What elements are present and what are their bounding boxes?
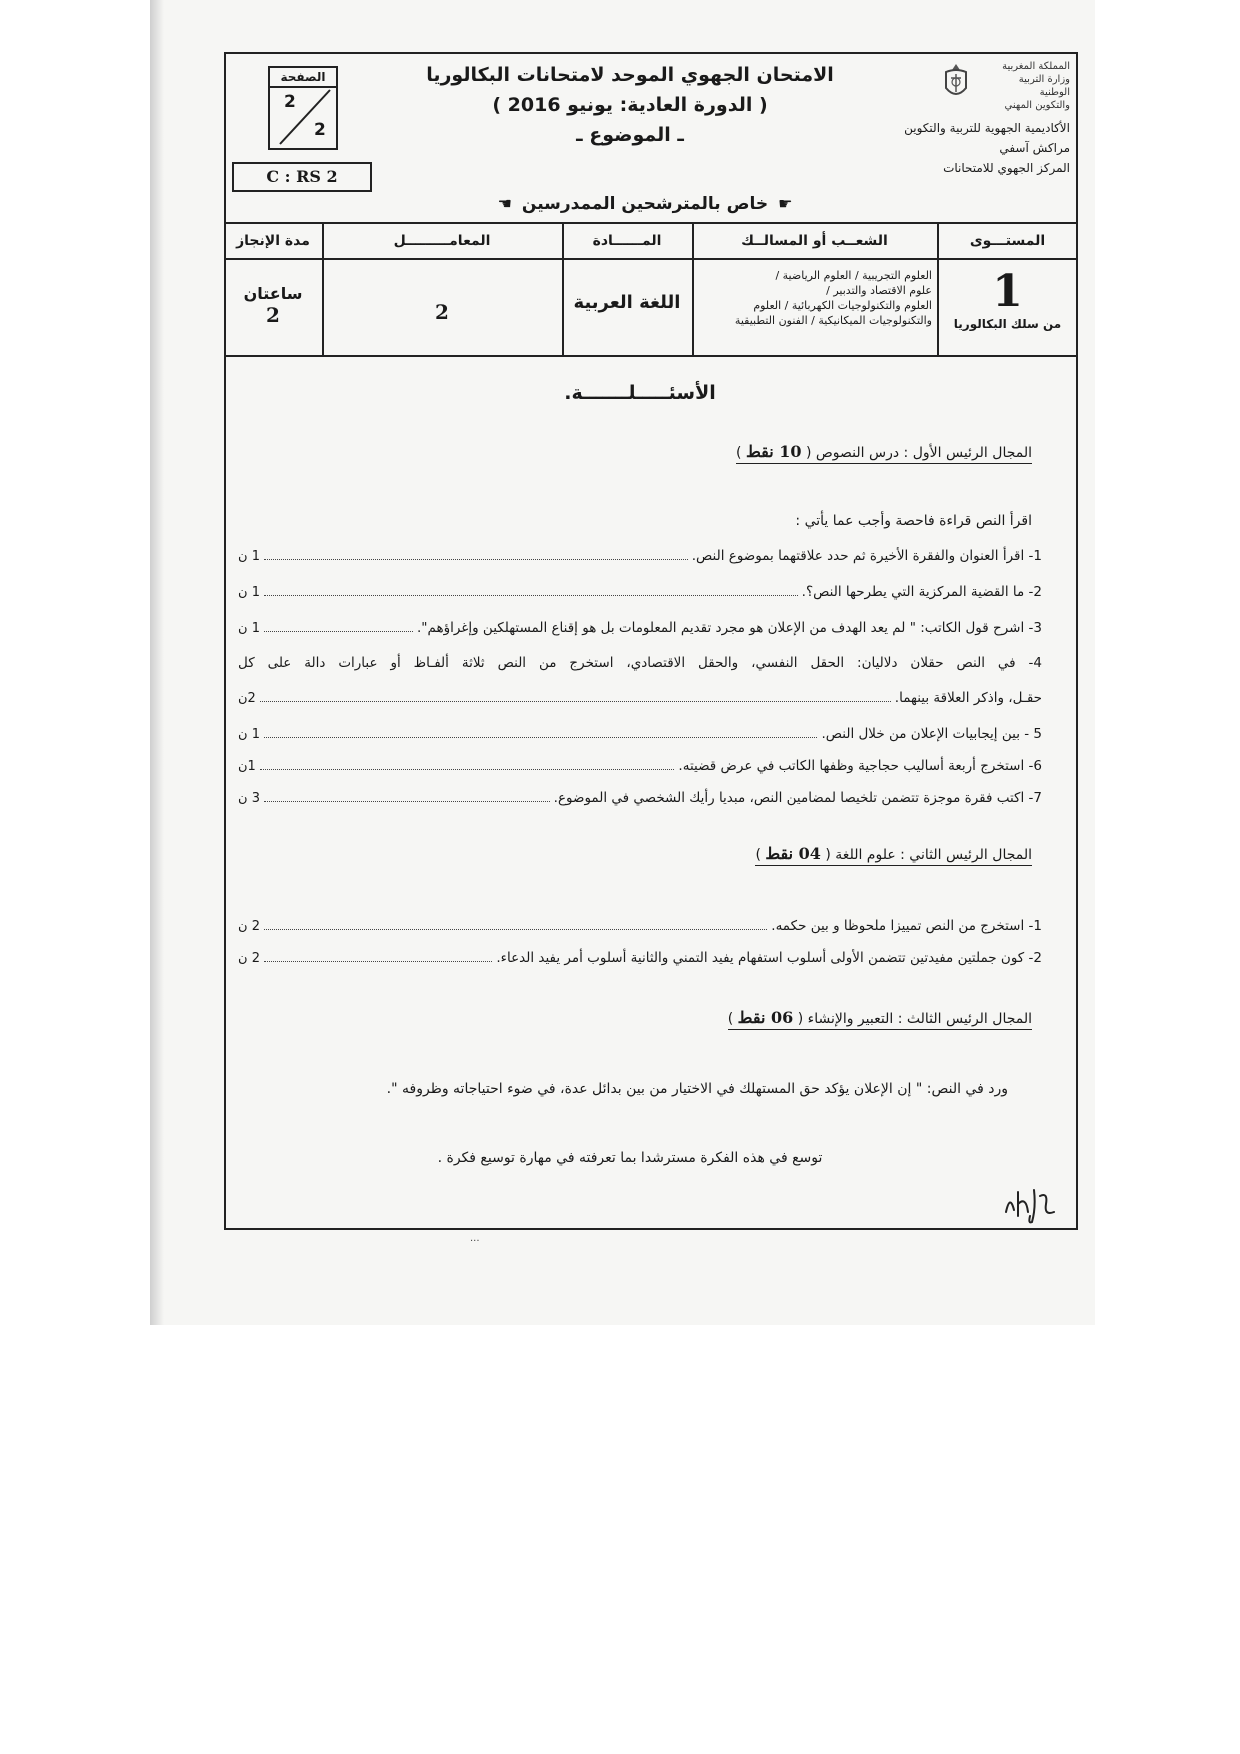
section-1-title: المجال الرئيس الأول : درس النصوص ( [805, 445, 1032, 461]
exam-frame [224, 52, 1078, 1230]
reading-instruction: اقرأ النص قراءة فاحصة وأجب عما يأتي : [795, 513, 1032, 529]
section-1-close: ) [736, 445, 742, 461]
question-item [238, 790, 1042, 806]
section-2-close: ) [755, 847, 761, 863]
level-number: 1 [992, 266, 1023, 317]
question-text: 7- اكتب فقرة موجزة تتضمن تلخيصا لمضامين النص، مبديا رأيك الشخصي في الموضوع. [553, 790, 1042, 806]
ministry-line-2: وزارة التربية الوطنية [1018, 74, 1070, 98]
scan-shadow [150, 0, 164, 1325]
page-label: الصفحة [270, 68, 336, 88]
dotted-leader [260, 701, 891, 702]
page-total: 2 [314, 120, 326, 140]
header-branches: الشعــب أو المسالــك [741, 233, 888, 249]
pointing-hand-icon: ☚ [497, 194, 512, 213]
scan-speck: ··· [470, 1236, 480, 1247]
question-points: 1 ن [238, 727, 260, 742]
exam-title [420, 60, 840, 150]
section-2-points: 04 نقط [765, 844, 821, 863]
section-3-close: ) [727, 1011, 734, 1027]
question-item [238, 918, 1042, 934]
level-text: من سلك البكالوريا [953, 317, 1062, 331]
question-text: 1- اقرأ العنوان والفقرة الأخيرة ثم حدد علاقتهما بموضوع النص. [691, 548, 1042, 564]
question-item [238, 690, 1042, 706]
question-item [238, 584, 1042, 600]
text-quote: ورد في النص: " إن الإعلان يؤكد حق المستهلك في الاختيار من بين بدائل عدة، في ضوء احتياجاته وظروفه ". [386, 1081, 1008, 1097]
question-text: 1- استخرج من النص تمييزا ملحوظا و بين حكمه. [771, 918, 1042, 934]
header-duration: مدة الإنجاز [236, 233, 310, 249]
branch-line: والتكنولوجيات الميكانيكية / الفنون التطبيقية [734, 314, 932, 327]
header-separator [224, 222, 1078, 224]
question-text: 2- كون جملتين مفيدتين تتضمن الأولى أسلوب استفهام يفيد التمني والثانية أسلوب أمر يفيد الدعاء. [496, 950, 1042, 966]
question-text: 5 - بين إيجابيات الإعلان من خلال النص. [821, 726, 1042, 742]
candidates-banner [480, 194, 810, 214]
question-points: 1 ن [238, 621, 260, 636]
question-text: 2- ما القضية المركزية التي يطرحها النص؟. [801, 584, 1042, 600]
dotted-leader [264, 929, 767, 930]
section-2-title: المجال الرئيس الثاني : علوم اللغة ( [825, 847, 1032, 863]
question-points: 2 ن [238, 919, 260, 934]
duration-label: ساعتان [243, 284, 303, 303]
header-coefficient: المعامـــــــــل [393, 233, 491, 249]
question-text: 4- في النص حقلان دلاليان: الحقل النفسي، والحقل الاقتصادي، استخرج من النص ثلاثة ألفـاظ أو عبارات دالة على كل [238, 655, 1042, 671]
section-3-heading [728, 1008, 1032, 1030]
question-points: 2 ن [238, 951, 260, 966]
dotted-leader [264, 595, 798, 596]
question-text: 6- استخرج أربعة أساليب حجاجية وظفها الكاتب في عرض قضيته. [678, 758, 1042, 774]
question-points: 1ن [238, 759, 256, 774]
writing-task: توسع في هذه الفكرة مسترشدا بما تعرفته في مهارة توسيع فكرة . [437, 1150, 823, 1166]
level-cell [937, 266, 1078, 331]
page-current: 2 [284, 92, 296, 112]
question-text: حقـل، واذكر العلاقة بينهما. [894, 690, 1042, 706]
question-item [238, 548, 1042, 564]
exam-center-name: المركز الجهوي للامتحانات [943, 161, 1070, 175]
question-points: 1 ن [238, 585, 260, 600]
signature-mark [1000, 1182, 1060, 1226]
question-item [238, 620, 1042, 636]
dotted-leader [264, 559, 688, 560]
title-line-3: ـ الموضوع ـ [576, 124, 684, 146]
page-number-box [268, 66, 338, 150]
question-text: 3- اشرح قول الكاتب: " لم يعد الهدف من الإعلان هو مجرد تقديم المعلومات بل هو إقناع المستهلكين وإغراؤهم". [416, 620, 1042, 636]
academy-name: الأكاديمية الجهوية للتربية والتكوين [904, 121, 1070, 135]
dotted-leader [264, 801, 550, 802]
dotted-leader [260, 769, 675, 770]
duration-cell [224, 284, 322, 327]
section-1-points: 10 نقط [745, 442, 802, 461]
dotted-leader [264, 631, 413, 632]
questions-title: الأسئـــــلـــــــة. [564, 382, 716, 404]
table-bottom-line [224, 355, 1078, 357]
dotted-leader [264, 961, 492, 962]
ministry-line-3: والتكوين المهني [1004, 100, 1070, 111]
subject-value: اللغة العربية [573, 292, 681, 313]
pointing-hand-icon: ☛ [778, 194, 793, 213]
branch-line: علوم الاقتصاد والتدبير / [826, 284, 932, 297]
dotted-leader [264, 737, 817, 738]
header-subject: المــــــادة [592, 233, 662, 249]
table-header-line [224, 258, 1078, 260]
question-points: 1 ن [238, 549, 260, 564]
question-item [238, 950, 1042, 966]
academy-block [860, 118, 1070, 178]
coefficient-value: 2 [435, 300, 449, 324]
question-item [238, 726, 1042, 742]
branch-line: العلوم والتكنولوجيات الكهربائية / العلوم [753, 299, 932, 312]
question-points: 2ن [238, 691, 256, 706]
question-item [238, 758, 1042, 774]
ministry-line-1: المملكة المغربية [1002, 61, 1070, 72]
candidates-text: خاص بالمترشحين الممدرسين [521, 194, 769, 214]
region-name: مراكش آسفي [999, 141, 1070, 155]
branch-line: العلوم التجريبية / العلوم الرياضية / [775, 269, 932, 282]
section-2-heading [755, 844, 1032, 866]
section-1-heading [736, 442, 1032, 464]
header-level: المستـــوى [969, 233, 1046, 249]
exam-code: C : RS 2 [232, 162, 372, 192]
duration-number: 2 [266, 303, 280, 327]
question-points: 3 ن [238, 791, 260, 806]
title-line-2: ( الدورة العادية: يونيو 2016 ) [492, 94, 768, 116]
title-line-1: الامتحان الجهوي الموحد لامتحانات البكالوريا [426, 64, 834, 86]
kingdom-emblem-icon [940, 62, 972, 104]
section-3-title: المجال الرئيس الثالث : التعبير والإنشاء ( [797, 1011, 1032, 1027]
section-3-points: 06 نقط [737, 1008, 794, 1027]
branches-cell [698, 268, 932, 328]
